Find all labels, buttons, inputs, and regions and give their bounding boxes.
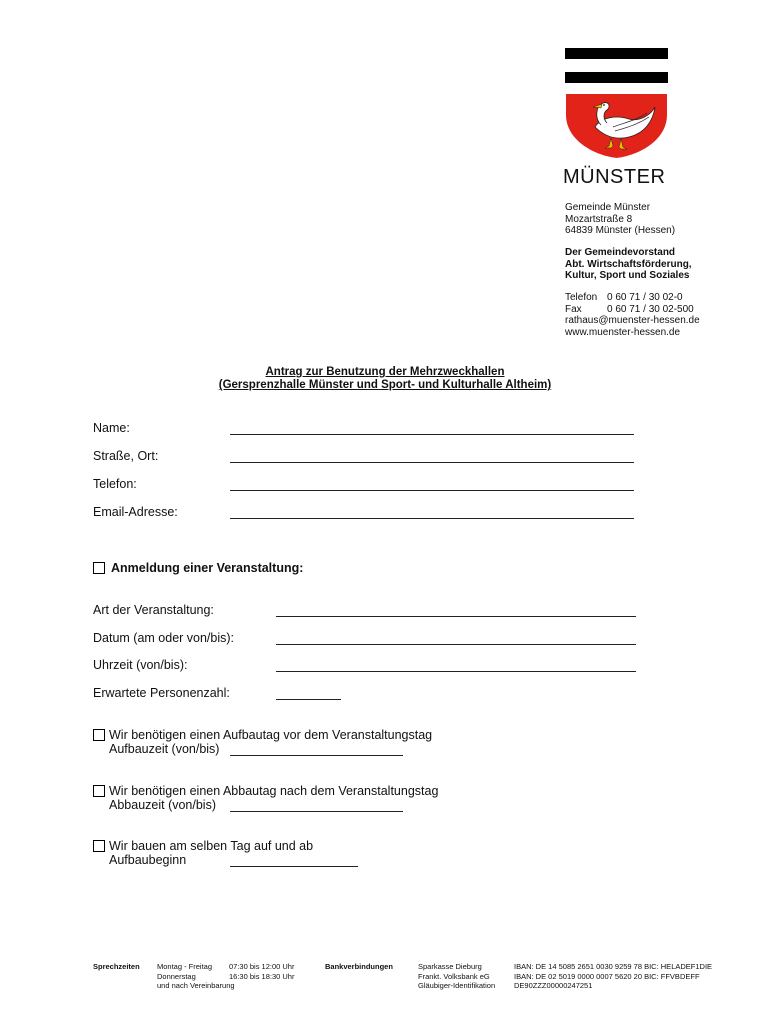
event-registration-checkbox[interactable] <box>93 562 105 574</box>
department-line: Der Gemeindevorstand <box>565 247 676 258</box>
street-field[interactable] <box>230 462 634 463</box>
setup-day-checkbox[interactable] <box>93 729 105 741</box>
fax-number: 0 60 71 / 30 02-500 <box>607 303 694 315</box>
event-time-field[interactable] <box>276 671 636 672</box>
event-type-field[interactable] <box>276 616 636 617</box>
street-label: Straße, Ort: <box>93 449 159 463</box>
address-line: Mozartstraße 8 <box>565 213 633 225</box>
setup-start-field[interactable] <box>230 866 358 867</box>
event-date-label: Datum (am oder von/bis): <box>93 631 235 645</box>
swan-crest-logo <box>565 93 668 159</box>
same-day-label: Wir bauen am selben Tag auf und ab <box>109 839 314 853</box>
footer-creditor-label: Gläubiger-Identifikation <box>418 981 496 990</box>
email-label: Email-Adresse: <box>93 505 178 519</box>
footer-bank-names <box>418 962 495 991</box>
setup-day-label: Wir benötigen einen Aufbautag vor dem Veranstaltungstag <box>109 728 433 742</box>
form-title: Antrag zur Benutzung der Mehrzweckhallen <box>265 366 505 378</box>
footer-iban: IBAN: DE 02 5019 0000 0007 5620 20 BIC: FFVBDEFF <box>514 971 700 981</box>
phone-label: Telefon <box>565 292 598 303</box>
crest-bar-top <box>565 48 668 59</box>
footer-hours-times <box>229 962 294 981</box>
town-name: MÜNSTER <box>563 166 666 188</box>
department-line: Abt. Wirtschaftsförderung, <box>565 258 692 270</box>
address-line: 64839 Münster (Hessen) <box>565 225 676 236</box>
persons-field[interactable] <box>276 699 341 700</box>
teardown-time-field[interactable] <box>230 811 403 812</box>
address-line: Gemeinde Münster <box>565 202 651 213</box>
footer-creditor-id: DE90ZZZ00000247251 <box>514 981 593 990</box>
website[interactable]: www.muenster-hessen.de <box>565 326 681 338</box>
email-address[interactable]: rathaus@muenster-hessen.de <box>565 315 700 326</box>
name-label: Name: <box>93 421 130 435</box>
setup-start-label: Aufbaubeginn <box>109 853 187 867</box>
name-field[interactable] <box>230 434 634 435</box>
department-line: Kultur, Sport und Soziales <box>565 270 690 281</box>
footer-hours-time: 07:30 bis 12:00 Uhr <box>229 962 295 971</box>
event-registration-heading: Anmeldung einer Veranstaltung: <box>111 561 304 575</box>
form-subtitle: (Gersprenzhalle Münster und Sport- und Kulturhalle Altheim) <box>218 379 552 391</box>
footer-iban: IBAN: DE 14 5085 2651 0030 9259 78 BIC: HELADEF1DIE <box>514 962 713 971</box>
fax-label: Fax <box>565 303 582 315</box>
crest-bar-bottom <box>565 72 668 83</box>
footer-hours-time: 16:30 bis 18:30 Uhr <box>229 971 295 981</box>
email-field[interactable] <box>230 518 634 519</box>
teardown-time-label: Abbauzeit (von/bis) <box>109 798 217 812</box>
event-date-field[interactable] <box>276 644 636 645</box>
teardown-day-label: Wir benötigen einen Abbautag nach dem Veranstaltungstag <box>109 784 439 798</box>
footer-hours-day: Montag - Freitag <box>157 962 213 971</box>
persons-label: Erwartete Personenzahl: <box>93 686 230 700</box>
setup-time-label: Aufbauzeit (von/bis) <box>109 742 220 756</box>
footer-hours-label: Sprechzeiten <box>93 962 140 971</box>
footer-bank-name: Sparkasse Dieburg <box>418 962 482 971</box>
contact-block <box>565 292 700 338</box>
teardown-day-checkbox[interactable] <box>93 785 105 797</box>
department-block <box>565 247 692 282</box>
phone-field[interactable] <box>230 490 634 491</box>
same-day-checkbox[interactable] <box>93 840 105 852</box>
phone-field-label: Telefon: <box>93 477 137 491</box>
footer-hours-days <box>157 962 235 991</box>
event-time-label: Uhrzeit (von/bis): <box>93 658 188 672</box>
setup-time-field[interactable] <box>230 755 403 756</box>
footer-bank-label: Bankverbindungen <box>325 962 393 971</box>
phone-number: 0 60 71 / 30 02-0 <box>607 292 683 303</box>
event-type-label: Art der Veranstaltung: <box>93 603 214 617</box>
address-block <box>565 202 675 237</box>
footer-hours-day: Donnerstag <box>157 971 196 981</box>
footer-bank-ibans <box>514 962 712 991</box>
footer-hours-note: und nach Vereinbarung <box>157 981 235 990</box>
footer-bank-name: Frankt. Volksbank eG <box>418 971 490 981</box>
